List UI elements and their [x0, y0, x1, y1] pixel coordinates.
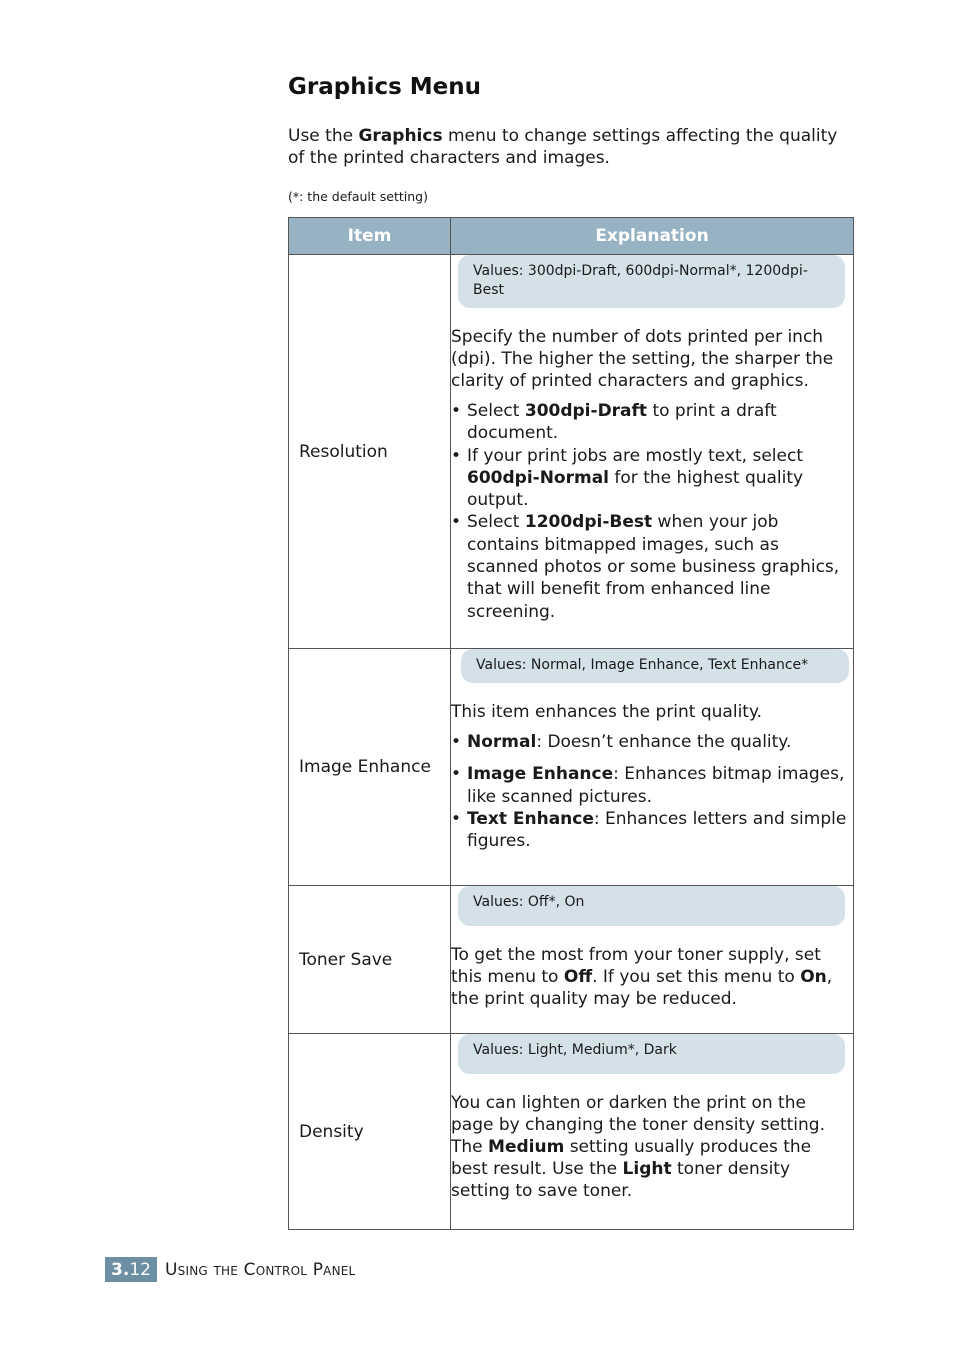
- intro-text: Use the: [288, 126, 359, 146]
- header-item: Item: [289, 218, 451, 255]
- header-explanation: Explanation: [451, 218, 854, 255]
- values-box: Values: 300dpi-Draft, 600dpi-Normal*, 1200dpi-Best: [458, 255, 845, 308]
- values-box: Values: Normal, Image Enhance, Text Enhance*: [461, 649, 849, 683]
- values-box: Values: Off*, On: [458, 886, 845, 926]
- bullet-list: [451, 731, 853, 852]
- table-row-resolution: [289, 255, 854, 649]
- values-box: Values: Light, Medium*, Dark: [458, 1034, 845, 1074]
- list-item: • Normal: Doesn’t enhance the quality.: [451, 731, 853, 753]
- explanation-cell: [451, 1034, 854, 1230]
- list-item: • Select 1200dpi-Best when your job contains bitmapped images, such as scanned photos or some business graphics, that will benefit from enhanced line screening.: [451, 511, 853, 622]
- page-footer: [105, 1257, 355, 1282]
- table-row-image-enhance: [289, 649, 854, 886]
- bullet-list: [451, 400, 853, 623]
- list-item: • Image Enhance: Enhances bitmap images, like scanned pictures.: [451, 763, 853, 808]
- graphics-menu-table: [288, 217, 854, 1230]
- intro-text-rest: menu to change settings affecting the quality of the printed characters and images.: [288, 126, 838, 168]
- section-title: Using the Control Panel: [165, 1259, 356, 1280]
- page-number-badge: [105, 1257, 157, 1282]
- list-item: • Select 300dpi-Draft to print a draft document.: [451, 400, 853, 445]
- item-cell: Density: [289, 1034, 451, 1230]
- item-cell: Image Enhance: [289, 649, 451, 886]
- default-setting-note: (*: the default setting): [288, 189, 428, 204]
- description: This item enhances the print quality.: [451, 702, 763, 722]
- explanation-cell: [451, 255, 854, 649]
- explanation-cell: [451, 886, 854, 1034]
- explanation-cell: [451, 649, 854, 886]
- table-row-toner-save: [289, 886, 854, 1034]
- page-title: Graphics Menu: [288, 74, 482, 100]
- intro-paragraph: [288, 125, 858, 169]
- description: Specify the number of dots printed per inch (dpi). The higher the setting, the sharper the clarity of printed characters and graphics.: [451, 327, 834, 391]
- item-cell: Resolution: [289, 255, 451, 649]
- table-row-density: [289, 1034, 854, 1230]
- description: You can lighten or darken the print on the page by changing the toner density setting. The Medium setting usually produces the best result. Use the Light toner density setting to save toner.: [451, 1093, 825, 1201]
- description: To get the most from your toner supply, set this menu to Off. If you set this menu to On, the print quality may be reduced.: [451, 945, 833, 1009]
- list-item: • If your print jobs are mostly text, select 600dpi-Normal for the highest quality output.: [451, 445, 853, 512]
- chapter-number: 3.: [111, 1259, 130, 1280]
- list-item: • Text Enhance: Enhances letters and simple figures.: [451, 808, 853, 853]
- page-number: 12: [129, 1259, 151, 1280]
- item-cell: Toner Save: [289, 886, 451, 1034]
- table-header-row: [289, 218, 854, 255]
- intro-bold: Graphics: [358, 126, 443, 146]
